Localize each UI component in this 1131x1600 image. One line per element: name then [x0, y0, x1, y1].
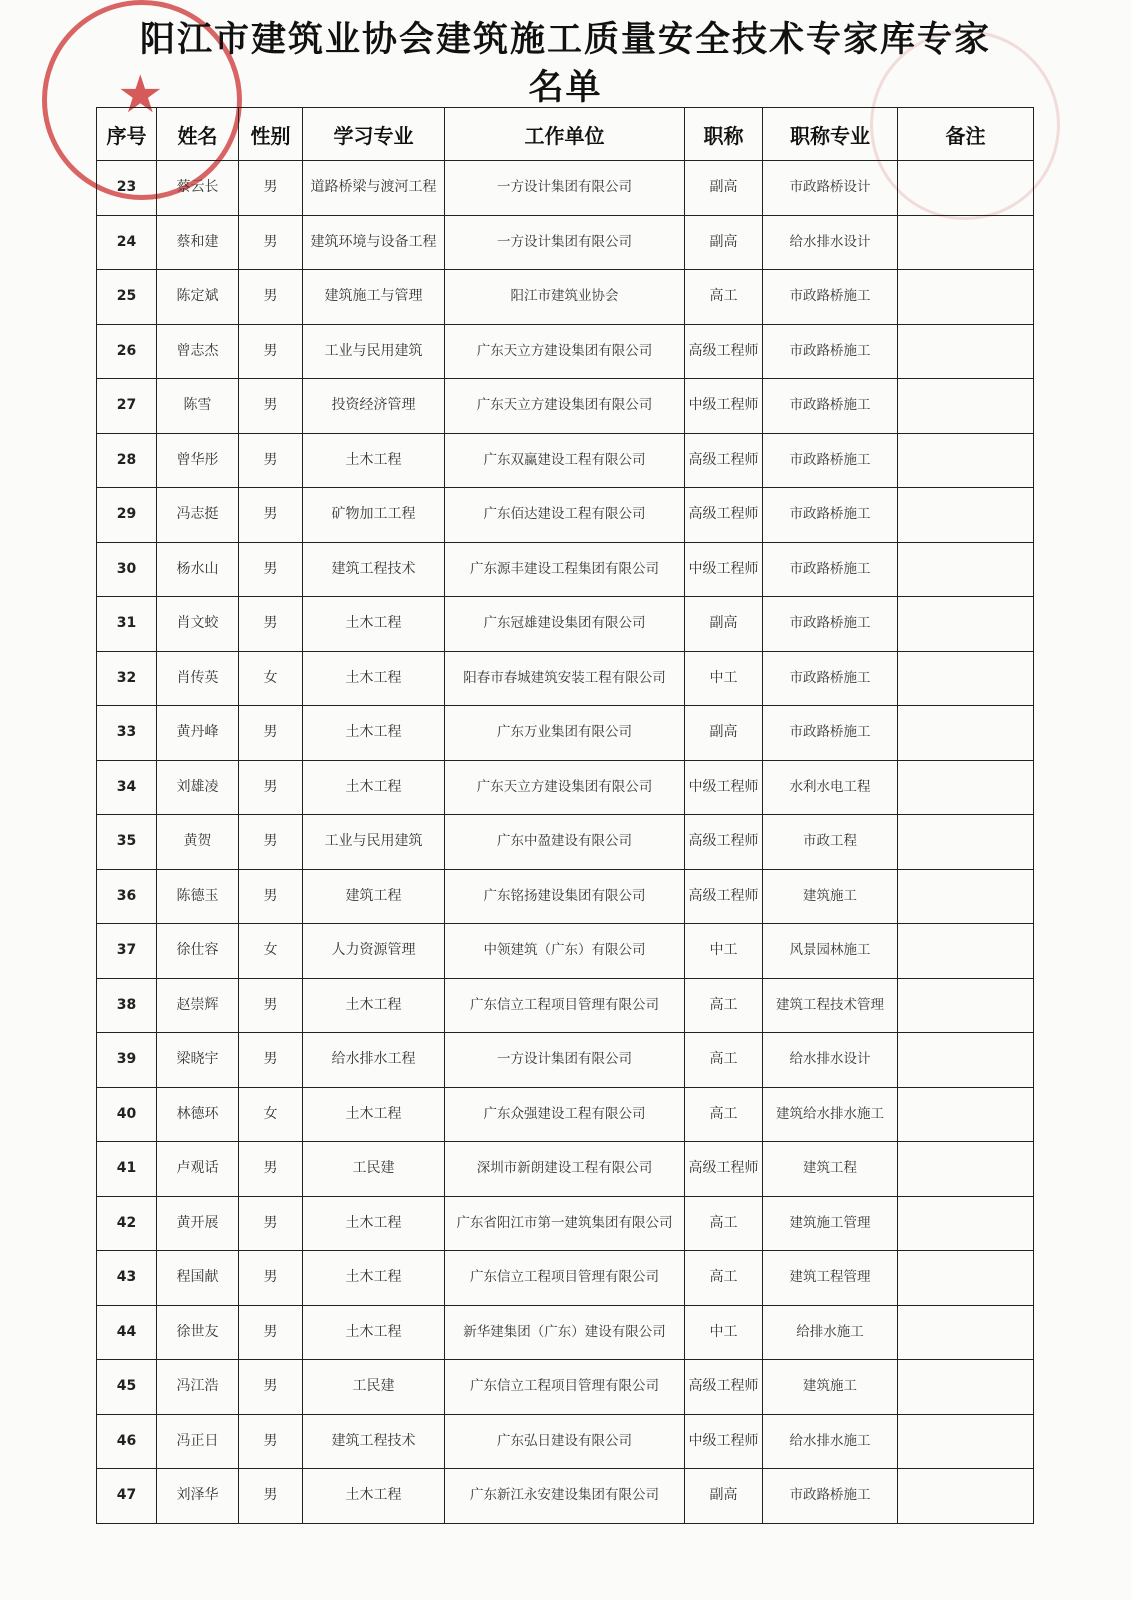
cell-title: 高工: [685, 1033, 763, 1088]
cell-title-specialty: 建筑工程技术管理: [763, 978, 898, 1033]
cell-name: 徐世友: [157, 1305, 239, 1360]
cell-title-specialty: 风景园林施工: [763, 924, 898, 979]
cell-major: 人力资源管理: [303, 924, 445, 979]
cell-gender: 男: [239, 270, 303, 325]
table-row: [97, 1414, 1034, 1469]
cell-major: 建筑工程技术: [303, 1414, 445, 1469]
cell-title-specialty: 建筑施工: [763, 869, 898, 924]
table-row: [97, 488, 1034, 543]
cell-remarks: [898, 379, 1034, 434]
cell-title-specialty: 市政路桥设计: [763, 161, 898, 216]
cell-name: 蔡和建: [157, 215, 239, 270]
cell-employer: 一方设计集团有限公司: [445, 215, 685, 270]
table-row: [97, 1196, 1034, 1251]
cell-index: 31: [97, 597, 157, 652]
header-title: 职称: [685, 108, 763, 161]
cell-name: 徐仕容: [157, 924, 239, 979]
cell-index: 44: [97, 1305, 157, 1360]
cell-major: 土木工程: [303, 1305, 445, 1360]
table-row: [97, 1469, 1034, 1524]
cell-index: 41: [97, 1142, 157, 1197]
header-gender: 性别: [239, 108, 303, 161]
cell-gender: 男: [239, 706, 303, 761]
cell-remarks: [898, 488, 1034, 543]
cell-major: 投资经济管理: [303, 379, 445, 434]
cell-employer: 广东新江永安建设集团有限公司: [445, 1469, 685, 1524]
cell-name: 杨水山: [157, 542, 239, 597]
cell-employer: 中领建筑（广东）有限公司: [445, 924, 685, 979]
cell-major: 土木工程: [303, 597, 445, 652]
cell-index: 35: [97, 815, 157, 870]
cell-major: 工民建: [303, 1142, 445, 1197]
cell-gender: 男: [239, 1414, 303, 1469]
table-row: [97, 597, 1034, 652]
cell-title: 高级工程师: [685, 869, 763, 924]
cell-gender: 男: [239, 488, 303, 543]
cell-major: 建筑工程技术: [303, 542, 445, 597]
cell-remarks: [898, 706, 1034, 761]
table-row: [97, 1360, 1034, 1415]
cell-gender: 男: [239, 161, 303, 216]
cell-remarks: [898, 1033, 1034, 1088]
cell-major: 土木工程: [303, 1087, 445, 1142]
table-row: [97, 324, 1034, 379]
cell-index: 24: [97, 215, 157, 270]
cell-remarks: [898, 1087, 1034, 1142]
cell-title-specialty: 市政路桥施工: [763, 1469, 898, 1524]
cell-employer: 广东佰达建设工程有限公司: [445, 488, 685, 543]
cell-gender: 男: [239, 542, 303, 597]
cell-title: 副高: [685, 597, 763, 652]
cell-gender: 男: [239, 215, 303, 270]
table-row: [97, 270, 1034, 325]
cell-remarks: [898, 1305, 1034, 1360]
table-row: [97, 869, 1034, 924]
cell-remarks: [898, 1196, 1034, 1251]
cell-title: 高级工程师: [685, 1360, 763, 1415]
cell-title-specialty: 市政工程: [763, 815, 898, 870]
cell-gender: 男: [239, 1196, 303, 1251]
cell-index: 37: [97, 924, 157, 979]
cell-name: 黄开展: [157, 1196, 239, 1251]
cell-title: 高级工程师: [685, 433, 763, 488]
cell-major: 建筑环境与设备工程: [303, 215, 445, 270]
table-row: [97, 651, 1034, 706]
cell-major: 土木工程: [303, 433, 445, 488]
cell-title-specialty: 给排水施工: [763, 1305, 898, 1360]
table-row: [97, 978, 1034, 1033]
cell-title-specialty: 给水排水施工: [763, 1414, 898, 1469]
cell-title-specialty: 建筑工程管理: [763, 1251, 898, 1306]
cell-remarks: [898, 1414, 1034, 1469]
cell-index: 34: [97, 760, 157, 815]
table-row: [97, 815, 1034, 870]
expert-roster-table: [96, 107, 1034, 1524]
cell-employer: 广东天立方建设集团有限公司: [445, 379, 685, 434]
cell-title-specialty: 市政路桥施工: [763, 488, 898, 543]
cell-remarks: [898, 270, 1034, 325]
table-row: [97, 433, 1034, 488]
cell-name: 陈雪: [157, 379, 239, 434]
cell-remarks: [898, 869, 1034, 924]
cell-name: 梁晓宇: [157, 1033, 239, 1088]
table-row: [97, 1087, 1034, 1142]
cell-title: 副高: [685, 215, 763, 270]
table-row: [97, 1251, 1034, 1306]
cell-gender: 男: [239, 815, 303, 870]
cell-major: 土木工程: [303, 1196, 445, 1251]
cell-index: 46: [97, 1414, 157, 1469]
cell-remarks: [898, 433, 1034, 488]
cell-gender: 男: [239, 1360, 303, 1415]
cell-major: 工业与民用建筑: [303, 324, 445, 379]
cell-name: 程国献: [157, 1251, 239, 1306]
header-employer: 工作单位: [445, 108, 685, 161]
cell-index: 25: [97, 270, 157, 325]
cell-gender: 男: [239, 1142, 303, 1197]
cell-name: 赵崇辉: [157, 978, 239, 1033]
cell-index: 40: [97, 1087, 157, 1142]
cell-title-specialty: 市政路桥施工: [763, 706, 898, 761]
cell-remarks: [898, 215, 1034, 270]
cell-major: 道路桥梁与渡河工程: [303, 161, 445, 216]
header-remarks: 备注: [898, 108, 1034, 161]
cell-employer: 广东铭扬建设集团有限公司: [445, 869, 685, 924]
cell-index: 43: [97, 1251, 157, 1306]
table-row: [97, 1305, 1034, 1360]
cell-remarks: [898, 161, 1034, 216]
cell-index: 42: [97, 1196, 157, 1251]
cell-employer: 广东天立方建设集团有限公司: [445, 324, 685, 379]
cell-title-specialty: 市政路桥施工: [763, 651, 898, 706]
cell-title: 高工: [685, 1196, 763, 1251]
cell-index: 39: [97, 1033, 157, 1088]
cell-employer: 广东信立工程项目管理有限公司: [445, 1360, 685, 1415]
cell-remarks: [898, 324, 1034, 379]
cell-title-specialty: 市政路桥施工: [763, 542, 898, 597]
cell-employer: 新华建集团（广东）建设有限公司: [445, 1305, 685, 1360]
cell-title-specialty: 给水排水设计: [763, 215, 898, 270]
cell-name: 刘雄凌: [157, 760, 239, 815]
cell-gender: 女: [239, 1087, 303, 1142]
cell-major: 土木工程: [303, 760, 445, 815]
cell-remarks: [898, 1360, 1034, 1415]
cell-name: 卢观话: [157, 1142, 239, 1197]
table-row: [97, 1142, 1034, 1197]
cell-remarks: [898, 542, 1034, 597]
cell-name: 黄丹峰: [157, 706, 239, 761]
cell-index: 28: [97, 433, 157, 488]
cell-name: 冯志挺: [157, 488, 239, 543]
cell-gender: 女: [239, 924, 303, 979]
cell-name: 冯江浩: [157, 1360, 239, 1415]
cell-title: 中工: [685, 1305, 763, 1360]
cell-gender: 男: [239, 1305, 303, 1360]
cell-name: 陈德玉: [157, 869, 239, 924]
cell-title-specialty: 市政路桥施工: [763, 433, 898, 488]
table-row: [97, 760, 1034, 815]
cell-employer: 广东弘日建设有限公司: [445, 1414, 685, 1469]
cell-major: 矿物加工工程: [303, 488, 445, 543]
cell-title: 高工: [685, 978, 763, 1033]
cell-major: 工业与民用建筑: [303, 815, 445, 870]
cell-name: 曾志杰: [157, 324, 239, 379]
cell-title: 高级工程师: [685, 488, 763, 543]
table-header-row: [97, 108, 1034, 161]
cell-title-specialty: 建筑施工: [763, 1360, 898, 1415]
cell-employer: 广东信立工程项目管理有限公司: [445, 978, 685, 1033]
cell-gender: 男: [239, 1033, 303, 1088]
document-title-line2: 名单: [528, 68, 603, 108]
cell-name: 刘泽华: [157, 1469, 239, 1524]
cell-index: 26: [97, 324, 157, 379]
cell-index: 27: [97, 379, 157, 434]
cell-index: 33: [97, 706, 157, 761]
cell-title-specialty: 市政路桥施工: [763, 379, 898, 434]
cell-gender: 男: [239, 978, 303, 1033]
cell-remarks: [898, 1469, 1034, 1524]
cell-major: 土木工程: [303, 978, 445, 1033]
cell-employer: 一方设计集团有限公司: [445, 161, 685, 216]
cell-employer: 广东源丰建设工程集团有限公司: [445, 542, 685, 597]
cell-employer: 一方设计集团有限公司: [445, 1033, 685, 1088]
cell-title: 高级工程师: [685, 1142, 763, 1197]
table-row: [97, 542, 1034, 597]
header-index: 序号: [97, 108, 157, 161]
cell-index: 29: [97, 488, 157, 543]
table-body: [97, 161, 1034, 1524]
cell-index: 36: [97, 869, 157, 924]
cell-major: 土木工程: [303, 651, 445, 706]
cell-title: 中级工程师: [685, 1414, 763, 1469]
cell-title-specialty: 给水排水设计: [763, 1033, 898, 1088]
cell-remarks: [898, 651, 1034, 706]
cell-title: 副高: [685, 161, 763, 216]
cell-index: 23: [97, 161, 157, 216]
cell-employer: 广东冠雄建设集团有限公司: [445, 597, 685, 652]
cell-title-specialty: 水利水电工程: [763, 760, 898, 815]
cell-name: 曾华彤: [157, 433, 239, 488]
cell-title-specialty: 建筑给水排水施工: [763, 1087, 898, 1142]
cell-index: 32: [97, 651, 157, 706]
cell-title: 高工: [685, 1251, 763, 1306]
cell-title: 中级工程师: [685, 542, 763, 597]
cell-name: 肖文蛟: [157, 597, 239, 652]
table-row: [97, 706, 1034, 761]
cell-remarks: [898, 978, 1034, 1033]
table-row: [97, 161, 1034, 216]
cell-employer: 阳江市建筑业协会: [445, 270, 685, 325]
cell-index: 30: [97, 542, 157, 597]
cell-gender: 男: [239, 869, 303, 924]
cell-gender: 女: [239, 651, 303, 706]
table-row: [97, 1033, 1034, 1088]
cell-title: 中级工程师: [685, 760, 763, 815]
cell-major: 工民建: [303, 1360, 445, 1415]
cell-remarks: [898, 1142, 1034, 1197]
cell-major: 给水排水工程: [303, 1033, 445, 1088]
seal-star-icon: ★: [117, 65, 164, 125]
cell-gender: 男: [239, 597, 303, 652]
cell-title-specialty: 建筑施工管理: [763, 1196, 898, 1251]
cell-title: 副高: [685, 706, 763, 761]
cell-remarks: [898, 924, 1034, 979]
cell-name: 蔡云长: [157, 161, 239, 216]
cell-remarks: [898, 597, 1034, 652]
header-major: 学习专业: [303, 108, 445, 161]
header-name: 姓名: [157, 108, 239, 161]
cell-title-specialty: 建筑工程: [763, 1142, 898, 1197]
table-row: [97, 924, 1034, 979]
cell-employer: 广东双赢建设工程有限公司: [445, 433, 685, 488]
cell-name: 肖传英: [157, 651, 239, 706]
cell-gender: 男: [239, 760, 303, 815]
cell-remarks: [898, 760, 1034, 815]
cell-employer: 广东信立工程项目管理有限公司: [445, 1251, 685, 1306]
cell-title: 中工: [685, 924, 763, 979]
cell-title: 中级工程师: [685, 379, 763, 434]
document-title-line1: 阳江市建筑业协会建筑施工质量安全技术专家库专家: [139, 20, 991, 60]
cell-major: 土木工程: [303, 1469, 445, 1524]
table-row: [97, 379, 1034, 434]
cell-title: 高级工程师: [685, 815, 763, 870]
cell-remarks: [898, 1251, 1034, 1306]
cell-title-specialty: 市政路桥施工: [763, 597, 898, 652]
cell-name: 黄贺: [157, 815, 239, 870]
cell-title: 副高: [685, 1469, 763, 1524]
cell-title-specialty: 市政路桥施工: [763, 324, 898, 379]
cell-major: 土木工程: [303, 706, 445, 761]
cell-gender: 男: [239, 379, 303, 434]
cell-major: 土木工程: [303, 1251, 445, 1306]
cell-title-specialty: 市政路桥施工: [763, 270, 898, 325]
cell-title: 高级工程师: [685, 324, 763, 379]
cell-index: 47: [97, 1469, 157, 1524]
cell-name: 林德环: [157, 1087, 239, 1142]
cell-gender: 男: [239, 324, 303, 379]
table-row: [97, 215, 1034, 270]
cell-remarks: [898, 815, 1034, 870]
cell-major: 建筑施工与管理: [303, 270, 445, 325]
cell-employer: 广东中盈建设有限公司: [445, 815, 685, 870]
cell-employer: 广东天立方建设集团有限公司: [445, 760, 685, 815]
cell-title: 高工: [685, 270, 763, 325]
cell-major: 建筑工程: [303, 869, 445, 924]
cell-employer: 阳春市春城建筑安装工程有限公司: [445, 651, 685, 706]
cell-title: 中工: [685, 651, 763, 706]
cell-employer: 深圳市新朗建设工程有限公司: [445, 1142, 685, 1197]
header-title-specialty: 职称专业: [763, 108, 898, 161]
cell-name: 陈定斌: [157, 270, 239, 325]
cell-gender: 男: [239, 1469, 303, 1524]
cell-employer: 广东省阳江市第一建筑集团有限公司: [445, 1196, 685, 1251]
cell-gender: 男: [239, 1251, 303, 1306]
cell-name: 冯正日: [157, 1414, 239, 1469]
cell-employer: 广东众强建设工程有限公司: [445, 1087, 685, 1142]
cell-employer: 广东万业集团有限公司: [445, 706, 685, 761]
cell-index: 45: [97, 1360, 157, 1415]
cell-title: 高工: [685, 1087, 763, 1142]
cell-index: 38: [97, 978, 157, 1033]
cell-gender: 男: [239, 433, 303, 488]
